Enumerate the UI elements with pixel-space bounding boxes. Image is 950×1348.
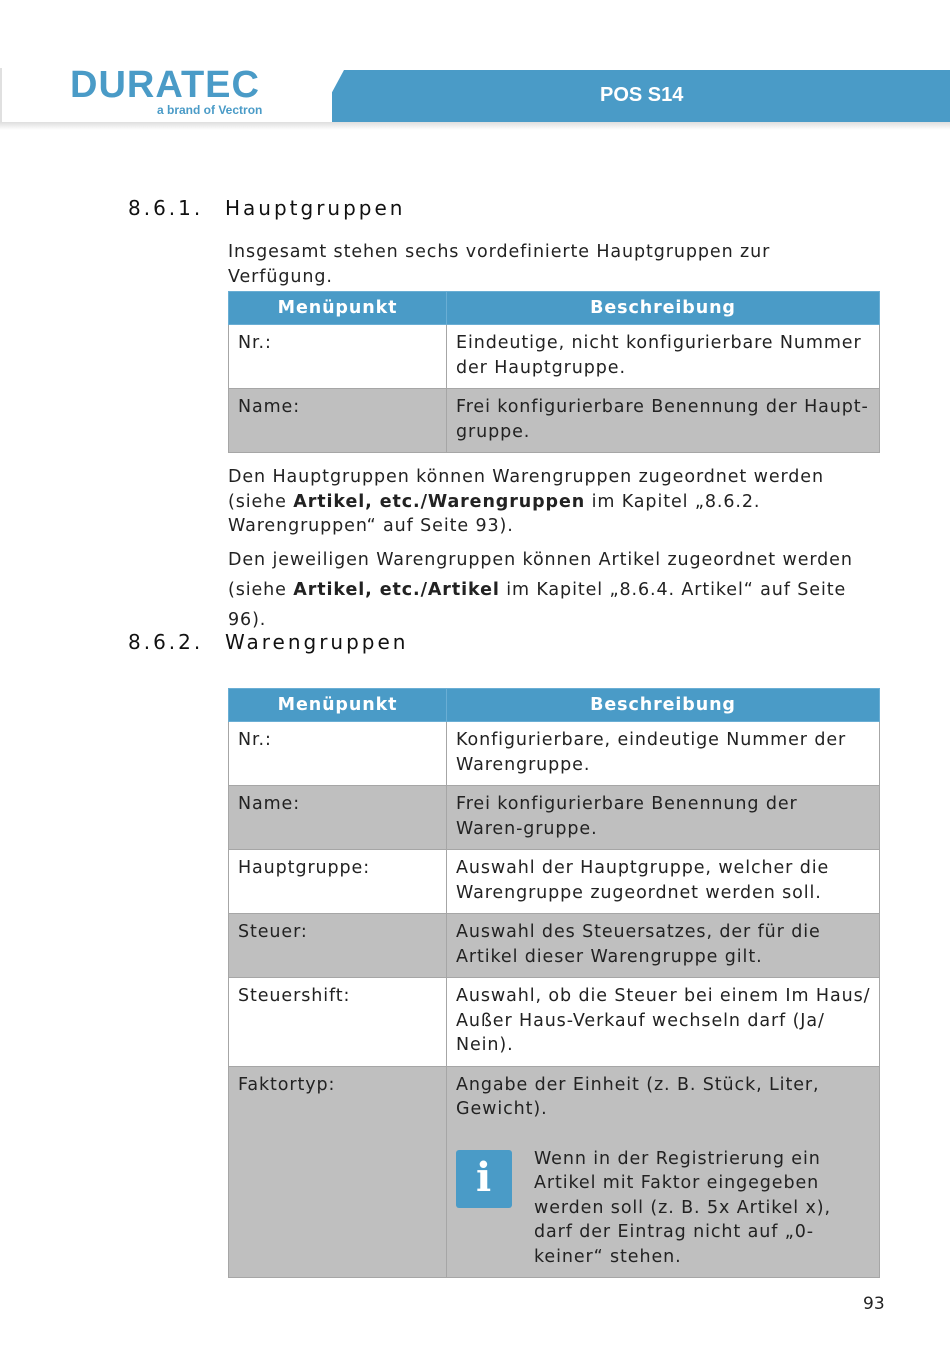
table-cell: Name: bbox=[229, 389, 447, 453]
table-cell: Frei konfigurierbare Benennung der Waren-gruppe. bbox=[447, 786, 880, 850]
table-cell: Steuer: bbox=[229, 914, 447, 978]
table-cell: Auswahl, ob die Steuer bei einem Im Haus/ Außer Haus-Verkauf wechseln darf (Ja/ Nein). bbox=[447, 978, 880, 1067]
text-run: Den Hauptgruppen können Warengruppen zugeordnet werden (siehe bbox=[228, 467, 824, 512]
intro-paragraph: Insgesamt stehen sechs vordefinierte Hauptgruppen zur Verfügung. bbox=[228, 242, 771, 287]
table-row bbox=[229, 914, 880, 978]
body-paragraph bbox=[228, 465, 878, 539]
warengruppen-table bbox=[228, 688, 880, 1278]
table-cell: Nr.: bbox=[229, 722, 447, 786]
column-header: Menüpunkt bbox=[229, 689, 447, 722]
table-row bbox=[229, 389, 880, 453]
text-run: Den jeweiligen Warengruppen können Artikel zugeordnet werden (siehe bbox=[228, 550, 853, 600]
brand-logo: DURATEC bbox=[70, 64, 260, 106]
table-cell: Auswahl des Steuersatzes, der für die Artikel dieser Warengruppe gilt. bbox=[447, 914, 880, 978]
table-row bbox=[229, 722, 880, 786]
menu-path: Artikel, etc./Warengruppen bbox=[293, 491, 586, 512]
table-row bbox=[229, 325, 880, 389]
section-number: 8.6.2. bbox=[128, 630, 204, 654]
table-cell: Faktortyp: bbox=[229, 1066, 447, 1278]
column-header: Menüpunkt bbox=[229, 292, 447, 325]
table-header-row bbox=[229, 689, 880, 722]
column-header: Beschreibung bbox=[447, 292, 880, 325]
header-shadow bbox=[0, 122, 950, 130]
brand-tagline: a brand of Vectron bbox=[157, 103, 263, 117]
page-header bbox=[0, 0, 950, 135]
table-cell: Frei konfigurierbare Benennung der Haupt-gruppe. bbox=[447, 389, 880, 453]
table-cell: Konfigurierbare, eindeutige Nummer der Warengruppe. bbox=[447, 722, 880, 786]
table-row bbox=[229, 850, 880, 914]
product-title: POS S14 bbox=[600, 84, 684, 106]
menu-path: Artikel, etc./Artikel bbox=[293, 580, 500, 600]
table-cell: Name: bbox=[229, 786, 447, 850]
cell-text: Angabe der Einheit (z. B. Stück, Liter, Gewicht). bbox=[456, 1074, 820, 1119]
column-header: Beschreibung bbox=[447, 689, 880, 722]
table-row bbox=[229, 786, 880, 850]
text-run: im Kapitel „8.6.4. Artikel“ auf Seite 96). bbox=[228, 580, 847, 630]
table-header-row bbox=[229, 292, 880, 325]
section-title: Warengruppen bbox=[225, 630, 409, 654]
table-cell: Nr.: bbox=[229, 325, 447, 389]
table-row bbox=[229, 978, 880, 1067]
table-cell bbox=[447, 1066, 880, 1278]
info-note bbox=[456, 1147, 871, 1270]
page-number: 93 bbox=[863, 1294, 885, 1314]
section-title: Hauptgruppen bbox=[225, 196, 406, 220]
text-run: im Kapitel „8.6.2. Warengruppen“ auf Seite 93). bbox=[228, 491, 761, 536]
table-cell: Hauptgruppe: bbox=[229, 850, 447, 914]
table-row bbox=[229, 1066, 880, 1278]
table-cell: Eindeutige, nicht konfigurierbare Nummer der Hauptgruppe. bbox=[447, 325, 880, 389]
section-number: 8.6.1. bbox=[128, 196, 204, 220]
info-note-text: Wenn in der Registrierung ein Artikel mit Faktor eingegeben werden soll (z. B. 5x Artikel x), darf der Eintrag nicht auf „0-keiner“ stehen. bbox=[534, 1148, 831, 1267]
info-icon: i bbox=[456, 1150, 512, 1208]
table-cell: Steuershift: bbox=[229, 978, 447, 1067]
table-cell: Auswahl der Hauptgruppe, welcher die Warengruppe zugeordnet werden soll. bbox=[447, 850, 880, 914]
body-paragraph bbox=[228, 545, 878, 635]
hauptgruppen-table bbox=[228, 291, 880, 453]
